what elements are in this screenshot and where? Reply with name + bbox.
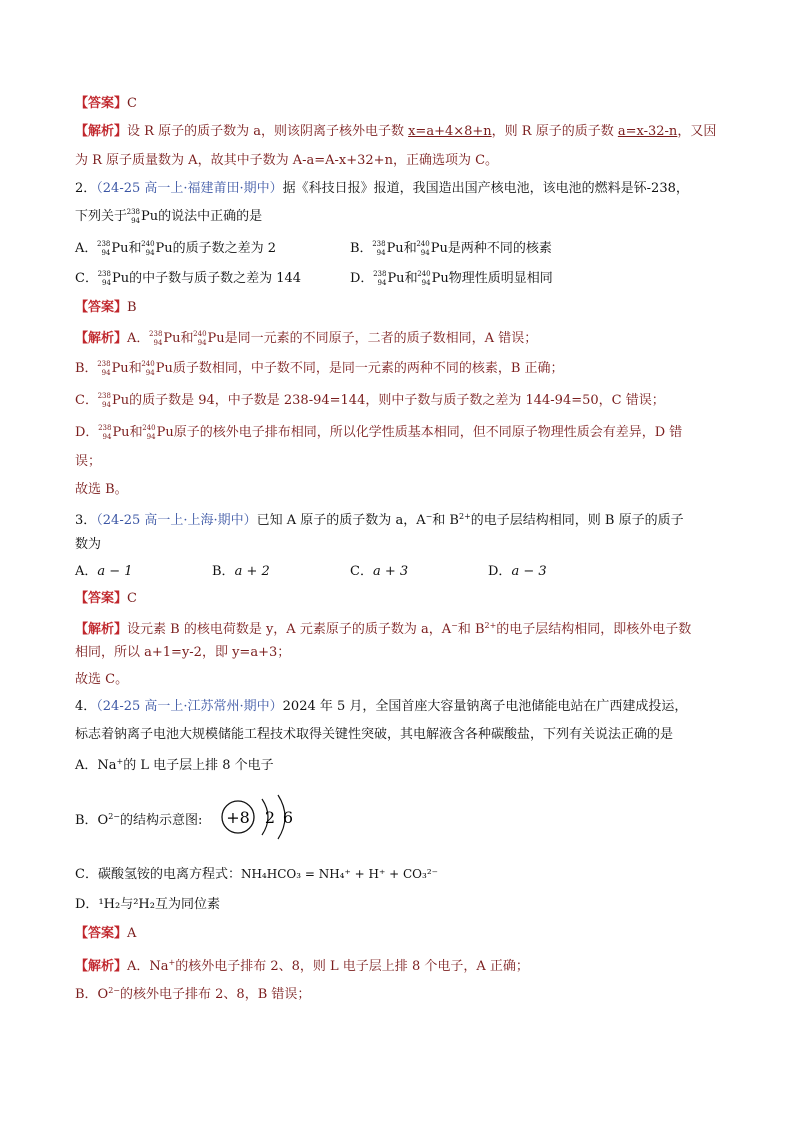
q2-explanation-b: B． 238 94 Pu和 240 94 Pu质子数相同，中子数不同，是同一元素的两种不同的核素，B 正确； — [75, 360, 564, 377]
q3-option-c: C．a + 3 — [350, 564, 409, 579]
answer-label: 【答案】 — [75, 96, 128, 111]
q4-option-c: C．碳酸氢铵的电离方程式：NH₄HCO₃ = NH₄⁺ + H⁺ + CO₃²⁻ — [75, 867, 438, 882]
q2-explanation-d-cont: 误； — [75, 454, 102, 469]
q1-answer-line — [75, 95, 137, 113]
q2-answer-line: 【答案】B — [75, 300, 137, 315]
nuclide-pu238: 238 94 — [126, 208, 141, 225]
q4-option-b: B．$O^{2-}$的结构示意图: — [75, 812, 203, 828]
explanation-label: 【解析】 — [75, 124, 128, 139]
nucleus-charge: +8 — [226, 808, 250, 827]
shell-1-count: 2 — [264, 808, 276, 827]
q3-explanation-1: 【解析】设元素 B 的核电荷数是 y，A 元素原子的质子数为 a，A−和 $B^{2+}$的电子层结构相同，即核外电子数 — [75, 621, 692, 637]
q4-option-d: D．¹H₂与²H₂互为同位素 — [75, 897, 220, 912]
q2-explanation-a: 【解析】A． 238 94 Pu和 240 94 Pu是同一元素的不同原子，二者的质子数相同，A 错误； — [75, 330, 538, 347]
q2-option-d: D． 238 94 Pu和 240 94 Pu物理性质明显相同 — [350, 270, 553, 287]
q2-option-c: C． 238 94 Pu的中子数与质子数之差为 144 — [75, 270, 302, 287]
q3-option-a: A．a − 1 — [75, 564, 133, 579]
q2-option-a: A． 238 94 Pu和 240 94 Pu的质子数之差为 2 — [75, 240, 277, 257]
ionization-equation: NH₄HCO₃ = NH₄⁺ + H⁺ + CO₃²⁻ — [240, 867, 438, 881]
question-source: （24-25 高一上·江苏常州·期中） — [96, 699, 283, 714]
q3-explanation-2: 相同，所以 a+1=y-2，即 y=a+3； — [75, 645, 291, 660]
q2-conclusion: 故选 B。 — [75, 482, 128, 497]
q3-stem-line-1: 3．（24-25 高一上·上海·期中）已知 A 原子的质子数为 a，A−和 $B^{2+}$的电子层结构相同，则 B 原子的质子 — [75, 512, 684, 528]
q2-explanation-d: D． 238 94 Pu和 240 94 Pu原子的核外电子排布相同，所以化学性质基本相同，但不同原子物理性质会有差异，D 错 — [75, 424, 683, 441]
q3-option-d: D．a − 3 — [488, 564, 547, 579]
q2-explanation-c: C． 238 94 Pu的质子数是 94，中子数是 238-94=144，则中子数与质子数之差为 144-94=50，C 错误； — [75, 392, 665, 409]
q4-explanation-b: B．$O^{2-}$的核外电子排布 2、8，B 错误； — [75, 986, 311, 1002]
q2-stem-line-2: 下列关于 238 94 Pu的说法中正确的是 — [75, 208, 263, 225]
o2-structure-diagram — [212, 789, 312, 845]
q4-explanation-a: 【解析】A．Na+的核外电子排布 2、8，则 L 电子层上排 8 个电子，A 正确； — [75, 958, 529, 974]
q2-option-b: B． 238 94 Pu和 240 94 Pu是两种不同的核素 — [350, 240, 552, 257]
question-source: （24-25 高一上·上海·期中） — [96, 513, 257, 528]
q3-stem-line-2: 数为 — [75, 537, 102, 552]
q4-stem-line-2: 标志着钠离子电池大规模储能工程技术取得关键性突破，其电解液含各种碳酸盐，下列有关说法正确的是 — [75, 727, 674, 742]
question-source: （24-25 高一上·福建莆田·期中） — [96, 181, 283, 196]
shell-2-count: 6 — [282, 808, 294, 827]
q3-option-b: B．a + 2 — [212, 564, 270, 579]
q1-explanation-line-1: 【解析】设 R 原子的质子数为 a，则该阴离子核外电子数 x=a+4×8+n，则 R 原子的质子数 a=x-32-n，又因 — [75, 124, 717, 139]
q3-answer-line: 【答案】C — [75, 591, 137, 606]
q4-answer-line: 【答案】A — [75, 926, 137, 941]
q4-stem-line-1: 4．（24-25 高一上·江苏常州·期中）2024 年 5 月，全国首座大容量钠离子电池储能电站在广西建成投运， — [75, 699, 688, 714]
q2-stem-line-1: 2．（24-25 高一上·福建莆田·期中）据《科技日报》报道，我国造出国产核电池，该电池的燃料是钚-238， — [75, 181, 689, 196]
q4-option-a: A．Na+的 L 电子层上排 8 个电子 — [75, 757, 274, 773]
answer-value: C — [127, 96, 137, 111]
q1-explanation-line-2: 为 R 原子质量数为 A，故其中子数为 A-a=A-x+32+n，正确选项为 C。 — [75, 153, 499, 168]
q3-conclusion: 故选 C。 — [75, 672, 129, 687]
